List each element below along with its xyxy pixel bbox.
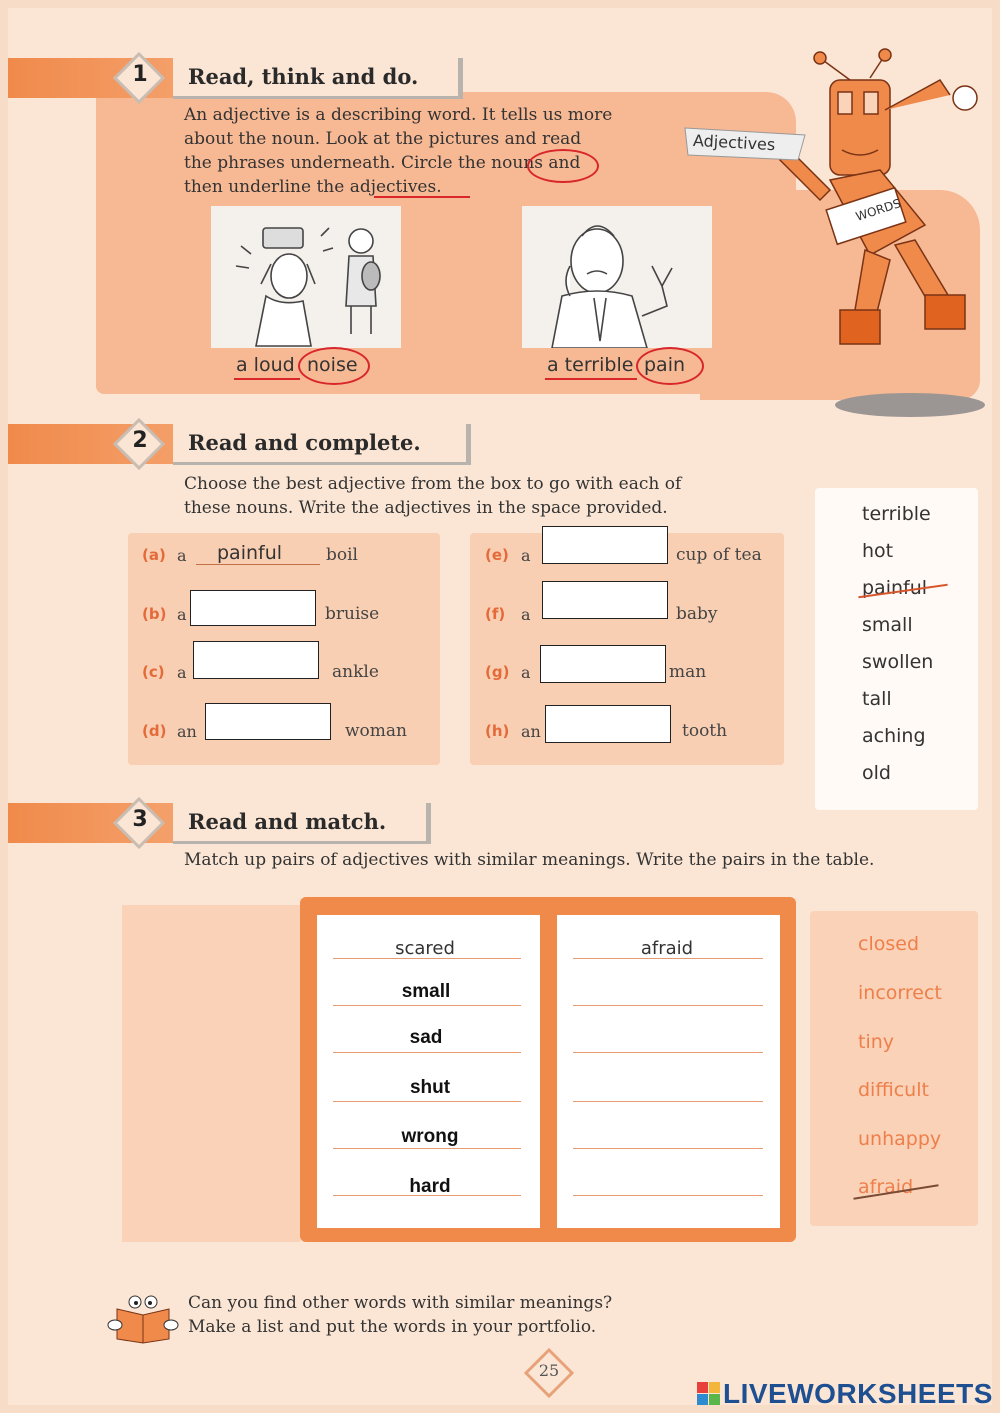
section1-header xyxy=(8,58,463,98)
section3-left-blank-panel xyxy=(122,905,300,1242)
item-h-noun: tooth xyxy=(682,721,728,741)
row2-left-line xyxy=(333,1052,521,1053)
robot-chest-label: WORDS xyxy=(853,196,903,224)
nouns-circle-mark xyxy=(527,149,599,183)
item-c-article: a xyxy=(177,663,187,682)
example1-underline xyxy=(234,378,300,380)
item-f-noun: baby xyxy=(676,604,718,624)
item-a-line xyxy=(196,564,320,565)
row5-left-line xyxy=(333,1195,521,1196)
item-d-article: an xyxy=(177,722,197,741)
example2-underline xyxy=(545,378,637,380)
section1-instruction: An adjective is a describing word. It tells us more about the noun. Look at the pictures and read the phrases underneath. Circle the nouns and then underline the adjectives. xyxy=(184,105,613,197)
row4-right-line xyxy=(573,1148,763,1149)
item-g-letter: (g) xyxy=(485,663,510,681)
match-left-word-1: small xyxy=(401,981,451,1002)
row0-right-line xyxy=(573,958,763,959)
wordbox-word-2: hot xyxy=(862,540,894,562)
item-e-article: a xyxy=(521,546,531,565)
match-right-input-3[interactable] xyxy=(573,1076,763,1100)
row1-left-line xyxy=(333,1005,521,1006)
item-f-article: a xyxy=(521,605,531,624)
section2-number: 2 xyxy=(132,428,148,453)
item-b-noun: bruise xyxy=(325,604,380,624)
loud-noise-illustration xyxy=(211,206,401,348)
row1-right-line xyxy=(573,1005,763,1006)
item-b-article: a xyxy=(177,605,187,624)
adjectives-underline-mark xyxy=(374,196,470,198)
item-c-input[interactable] xyxy=(193,641,319,679)
robot-sign-label: Adjectives xyxy=(692,130,776,155)
match-left-word-5: hard xyxy=(409,1176,451,1197)
wordbox-word-3: painful xyxy=(862,577,928,599)
match-right-input-4[interactable] xyxy=(573,1123,763,1147)
section2-instruction: Choose the best adjective from the box to go with each of these nouns. Write the adjectives in the space provided. xyxy=(184,474,682,518)
row3-right-line xyxy=(573,1101,763,1102)
wordbox-word-5: swollen xyxy=(862,651,934,673)
item-d-noun: woman xyxy=(345,721,407,741)
section3-number: 3 xyxy=(132,807,148,832)
match-right-input-1[interactable] xyxy=(573,980,763,1004)
section2-title: Read and complete. xyxy=(188,430,421,455)
section1-title: Read, think and do. xyxy=(188,64,419,89)
wordbox-word-8: old xyxy=(862,762,891,784)
section3-wordbox-word-5: unhappy xyxy=(858,1128,942,1150)
item-c-noun: ankle xyxy=(332,662,379,682)
row2-right-line xyxy=(573,1052,763,1053)
item-f-letter: (f) xyxy=(485,605,506,623)
match-left-word-4: wrong xyxy=(401,1126,459,1147)
section3-wordbox-word-3: tiny xyxy=(858,1031,895,1053)
item-e-noun: cup of tea xyxy=(676,545,762,565)
section1-number: 1 xyxy=(132,62,148,87)
liveworksheets-brand: LIVEWORKSHEETS xyxy=(723,1378,993,1409)
section3-wordbox-word-2: incorrect xyxy=(858,982,942,1004)
wordbox-word-6: tall xyxy=(862,688,892,710)
item-d-input[interactable] xyxy=(205,703,331,740)
wordbox-word-4: small xyxy=(862,614,913,636)
section3-wordbox-word-6: afraid xyxy=(858,1176,914,1198)
example1-noun: noise xyxy=(307,354,358,376)
row3-left-line xyxy=(333,1101,521,1102)
example1-circle xyxy=(298,347,370,385)
footer-question: Can you find other words with similar meanings? Make a list and put the words in your portfolio. xyxy=(188,1293,613,1337)
item-e-letter: (e) xyxy=(485,546,509,564)
item-e-input[interactable] xyxy=(542,526,668,564)
wordbox-word-1: terrible xyxy=(862,503,931,525)
section2-header xyxy=(8,424,471,464)
section3-instruction: Match up pairs of adjectives with similar meanings. Write the pairs in the table. xyxy=(184,850,875,870)
example-right-word: afraid xyxy=(640,938,694,959)
item-g-input[interactable] xyxy=(540,645,666,683)
match-right-input-2[interactable] xyxy=(573,1027,763,1051)
item-a-answer: painful xyxy=(217,542,283,564)
item-h-input[interactable] xyxy=(545,705,671,743)
item-a-noun: boil xyxy=(326,545,358,565)
robot-mascot xyxy=(680,40,1000,420)
item-b-input[interactable] xyxy=(190,590,316,626)
section3-header xyxy=(8,803,431,843)
page-number: 25 xyxy=(538,1361,560,1380)
picture-loud-noise xyxy=(211,206,401,348)
robot-illustration xyxy=(680,40,1000,420)
item-g-article: a xyxy=(521,663,531,682)
item-a-article: a xyxy=(177,546,187,565)
example2-adjective: a terrible xyxy=(547,354,634,376)
row5-right-line xyxy=(573,1195,763,1196)
row4-left-line xyxy=(333,1148,521,1149)
row0-left-line xyxy=(333,958,521,959)
item-h-article: an xyxy=(521,722,541,741)
book-reader-icon xyxy=(107,1293,179,1345)
item-f-input[interactable] xyxy=(542,581,668,619)
wordbox-word-7: aching xyxy=(862,725,926,747)
example2-noun: pain xyxy=(644,354,686,376)
section3-title: Read and match. xyxy=(188,809,387,834)
example-left-word: scared xyxy=(395,938,455,959)
section2-word-box xyxy=(815,488,978,810)
match-right-input-5[interactable] xyxy=(573,1170,763,1194)
item-g-noun: man xyxy=(669,662,707,682)
match-left-word-2: sad xyxy=(409,1027,443,1048)
item-c-letter: (c) xyxy=(142,663,165,681)
item-a-letter: (a) xyxy=(142,546,166,564)
section3-wordbox-word-4: difficult xyxy=(858,1079,929,1101)
example1-adjective: a loud xyxy=(236,354,295,376)
item-d-letter: (d) xyxy=(142,722,167,740)
section3-wordbox-word-1: closed xyxy=(858,933,919,955)
item-h-letter: (h) xyxy=(485,722,510,740)
item-b-letter: (b) xyxy=(142,605,167,623)
match-left-word-3: shut xyxy=(409,1077,451,1098)
liveworksheets-logo-icon xyxy=(697,1382,721,1406)
